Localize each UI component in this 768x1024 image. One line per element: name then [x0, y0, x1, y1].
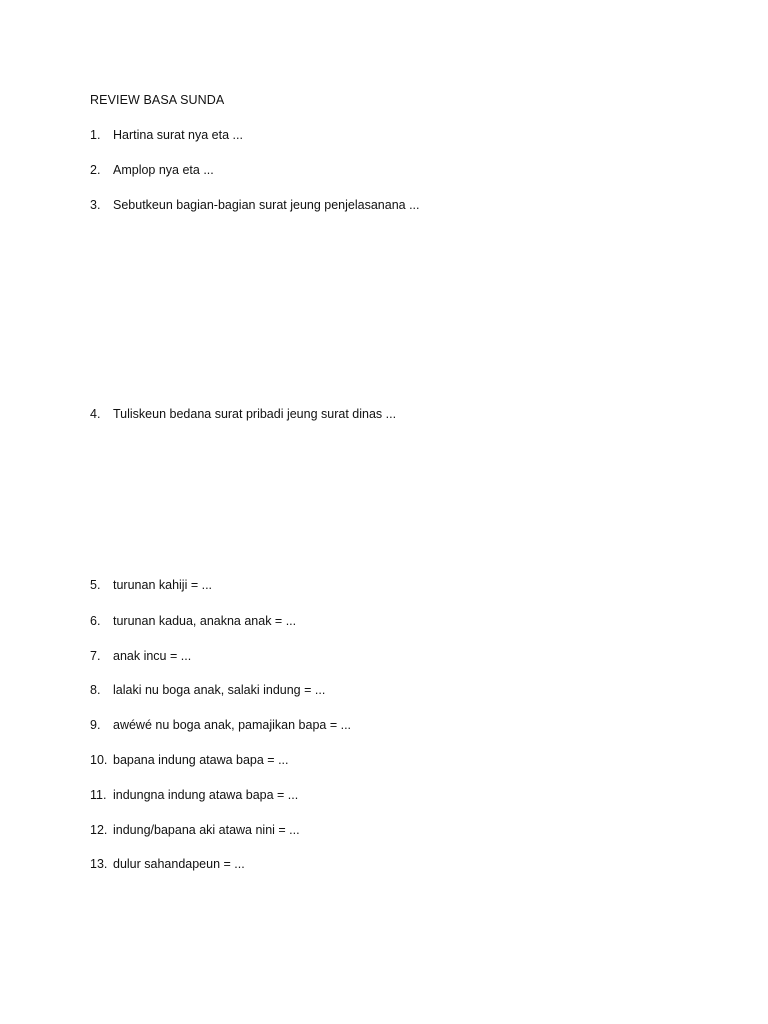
question-7: [90, 649, 191, 663]
question-text: anak incu = ...: [113, 649, 192, 663]
question-number: 3.: [90, 198, 101, 212]
question-text: bapana indung atawa bapa = ...: [113, 753, 289, 767]
question-text: indungna indung atawa bapa = ...: [113, 788, 299, 802]
question-text: Tuliskeun bedana surat pribadi jeung surat dinas ...: [113, 407, 397, 421]
question-number: 8.: [90, 683, 101, 697]
question-text: Sebutkeun bagian-bagian surat jeung penjelasanana ...: [113, 198, 420, 212]
question-3: [90, 198, 420, 212]
question-number: 9.: [90, 718, 101, 732]
question-text: Amplop nya eta ...: [113, 163, 214, 177]
question-8: [90, 683, 325, 697]
question-10: [90, 753, 289, 767]
question-number: 7.: [90, 649, 101, 663]
question-number: 13.: [90, 857, 108, 871]
question-number: 11.: [90, 788, 107, 802]
question-11: [90, 788, 298, 802]
question-number: 2.: [90, 163, 101, 177]
question-9: [90, 718, 351, 732]
question-number: 12.: [90, 823, 108, 837]
question-number: 4.: [90, 407, 101, 421]
question-13: [90, 857, 245, 871]
question-text: turunan kahiji = ...: [113, 578, 213, 592]
question-number: 10.: [90, 753, 108, 767]
question-12: [90, 823, 300, 837]
question-text: Hartina surat nya eta ...: [113, 128, 243, 142]
question-number: 5.: [90, 578, 101, 592]
question-number: 6.: [90, 614, 101, 628]
question-text: indung/bapana aki atawa nini = ...: [113, 823, 300, 837]
question-5: [90, 578, 212, 592]
question-4: [90, 407, 396, 421]
question-text: dulur sahandapeun = ...: [113, 857, 245, 871]
document-title: REVIEW BASA SUNDA: [90, 93, 225, 107]
question-text: turunan kadua, anakna anak = ...: [113, 614, 297, 628]
question-text: lalaki nu boga anak, salaki indung = ...: [113, 683, 326, 697]
question-number: 1.: [90, 128, 101, 142]
question-2: [90, 163, 214, 177]
question-1: [90, 128, 243, 142]
question-6: [90, 614, 296, 628]
question-text: awéwé nu boga anak, pamajikan bapa = ...: [113, 718, 352, 732]
